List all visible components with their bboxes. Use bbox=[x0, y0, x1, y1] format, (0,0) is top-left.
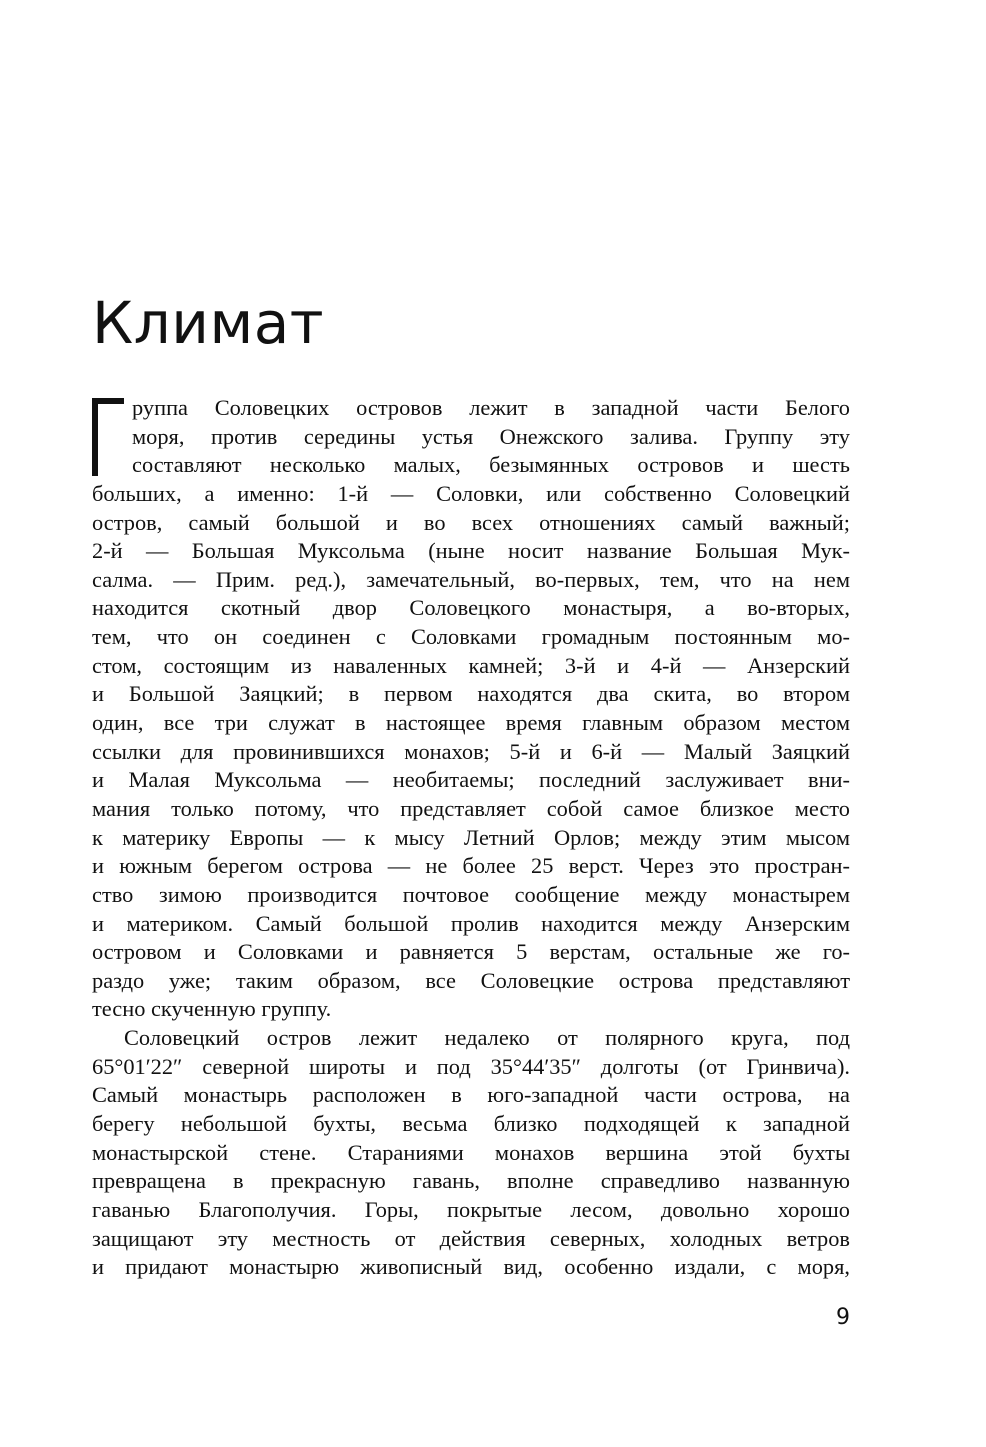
paragraph-2 bbox=[92, 1024, 850, 1282]
text-line: ство зимою производится почтовое сообщение между монастырем bbox=[92, 881, 850, 907]
text-line: стом, состоящим из наваленных камней; 3-й и 4-й — Анзерский bbox=[92, 652, 850, 678]
text-line: и Малая Муксольма — необитаемы; последний заслуживает вни- bbox=[92, 767, 850, 793]
text-line: руппа Соловецких островов лежит в западной части Белого bbox=[132, 395, 850, 420]
text-line: Самый монастырь расположен в юго-западной части острова, на bbox=[92, 1082, 850, 1108]
text-line: салма. — Прим. ред.), замечательный, во-первых, тем, что на нем bbox=[92, 566, 850, 592]
page-number: 9 bbox=[836, 1305, 850, 1330]
text-line: островом и Соловками и равняется 5 верстам, остальные же го- bbox=[92, 939, 850, 965]
text-line: Соловецкий остров лежит недалеко от полярного круга, под bbox=[124, 1025, 850, 1051]
text-line: и Большой Заяцкий; в первом находятся два скита, во втором bbox=[92, 681, 850, 707]
text-line: находится скотный двор Соловецкого монастыря, а во-вторых, bbox=[92, 595, 850, 621]
text-line: и материком. Самый большой пролив находится между Анзерским bbox=[92, 910, 850, 936]
text-line: раздо уже; таким образом, все Соловецкие острова представляют bbox=[92, 967, 850, 993]
text-line: 2-й — Большая Муксольма (ныне носит название Большая Мук- bbox=[92, 538, 850, 564]
text-line: превращена в прекрасную гавань, вполне справедливо названную bbox=[92, 1168, 850, 1194]
text-line: 65°01′22″ северной широты и под 35°44′35″ долготы (от Гринвича). bbox=[92, 1053, 850, 1079]
text-line: монастырской стене. Стараниями монахов вершина этой бухты bbox=[92, 1139, 850, 1165]
chapter-title: Климат bbox=[92, 289, 325, 357]
body-text bbox=[92, 394, 850, 1282]
drop-cap bbox=[90, 398, 130, 478]
text-line: остров, самый большой и во всех отношениях самый важный; bbox=[92, 509, 850, 535]
text-line: тесно скученную группу. bbox=[92, 996, 332, 1022]
text-line: берегу небольшой бухты, весьма близко подходящей к западной bbox=[92, 1111, 850, 1137]
text-line: ссылки для провинившихся монахов; 5-й и 6-й — Малый Заяцкий bbox=[92, 738, 850, 764]
text-line: больших, а именно: 1-й — Соловки, или собственно Соловецкий bbox=[92, 480, 850, 506]
text-line: моря, против середины устья Онежского залива. Группу эту bbox=[132, 423, 850, 449]
text-line: мания только потому, что представляет собой самое близкое место bbox=[92, 795, 850, 821]
text-line: гаванью Благополучия. Горы, покрытые лесом, довольно хорошо bbox=[92, 1196, 850, 1222]
text-line: один, все три служат в настоящее время главным образом местом bbox=[92, 710, 850, 736]
text-line: защищают эту местность от действия северных, холодных ветров bbox=[92, 1225, 850, 1251]
text-line: к материку Европы — к мысу Летний Орлов; между этим мысом bbox=[92, 824, 850, 850]
text-line: составляют несколько малых, безымянных островов и шесть bbox=[132, 452, 850, 478]
text-line: тем, что он соединен с Соловками громадным постоянным мо- bbox=[92, 624, 850, 650]
text-line: и придают монастырю живописный вид, особенно издали, с моря, bbox=[92, 1254, 850, 1280]
paragraph-1 bbox=[92, 394, 850, 1024]
text-line: и южным берегом острова — не более 25 верст. Через это простран- bbox=[92, 853, 850, 879]
